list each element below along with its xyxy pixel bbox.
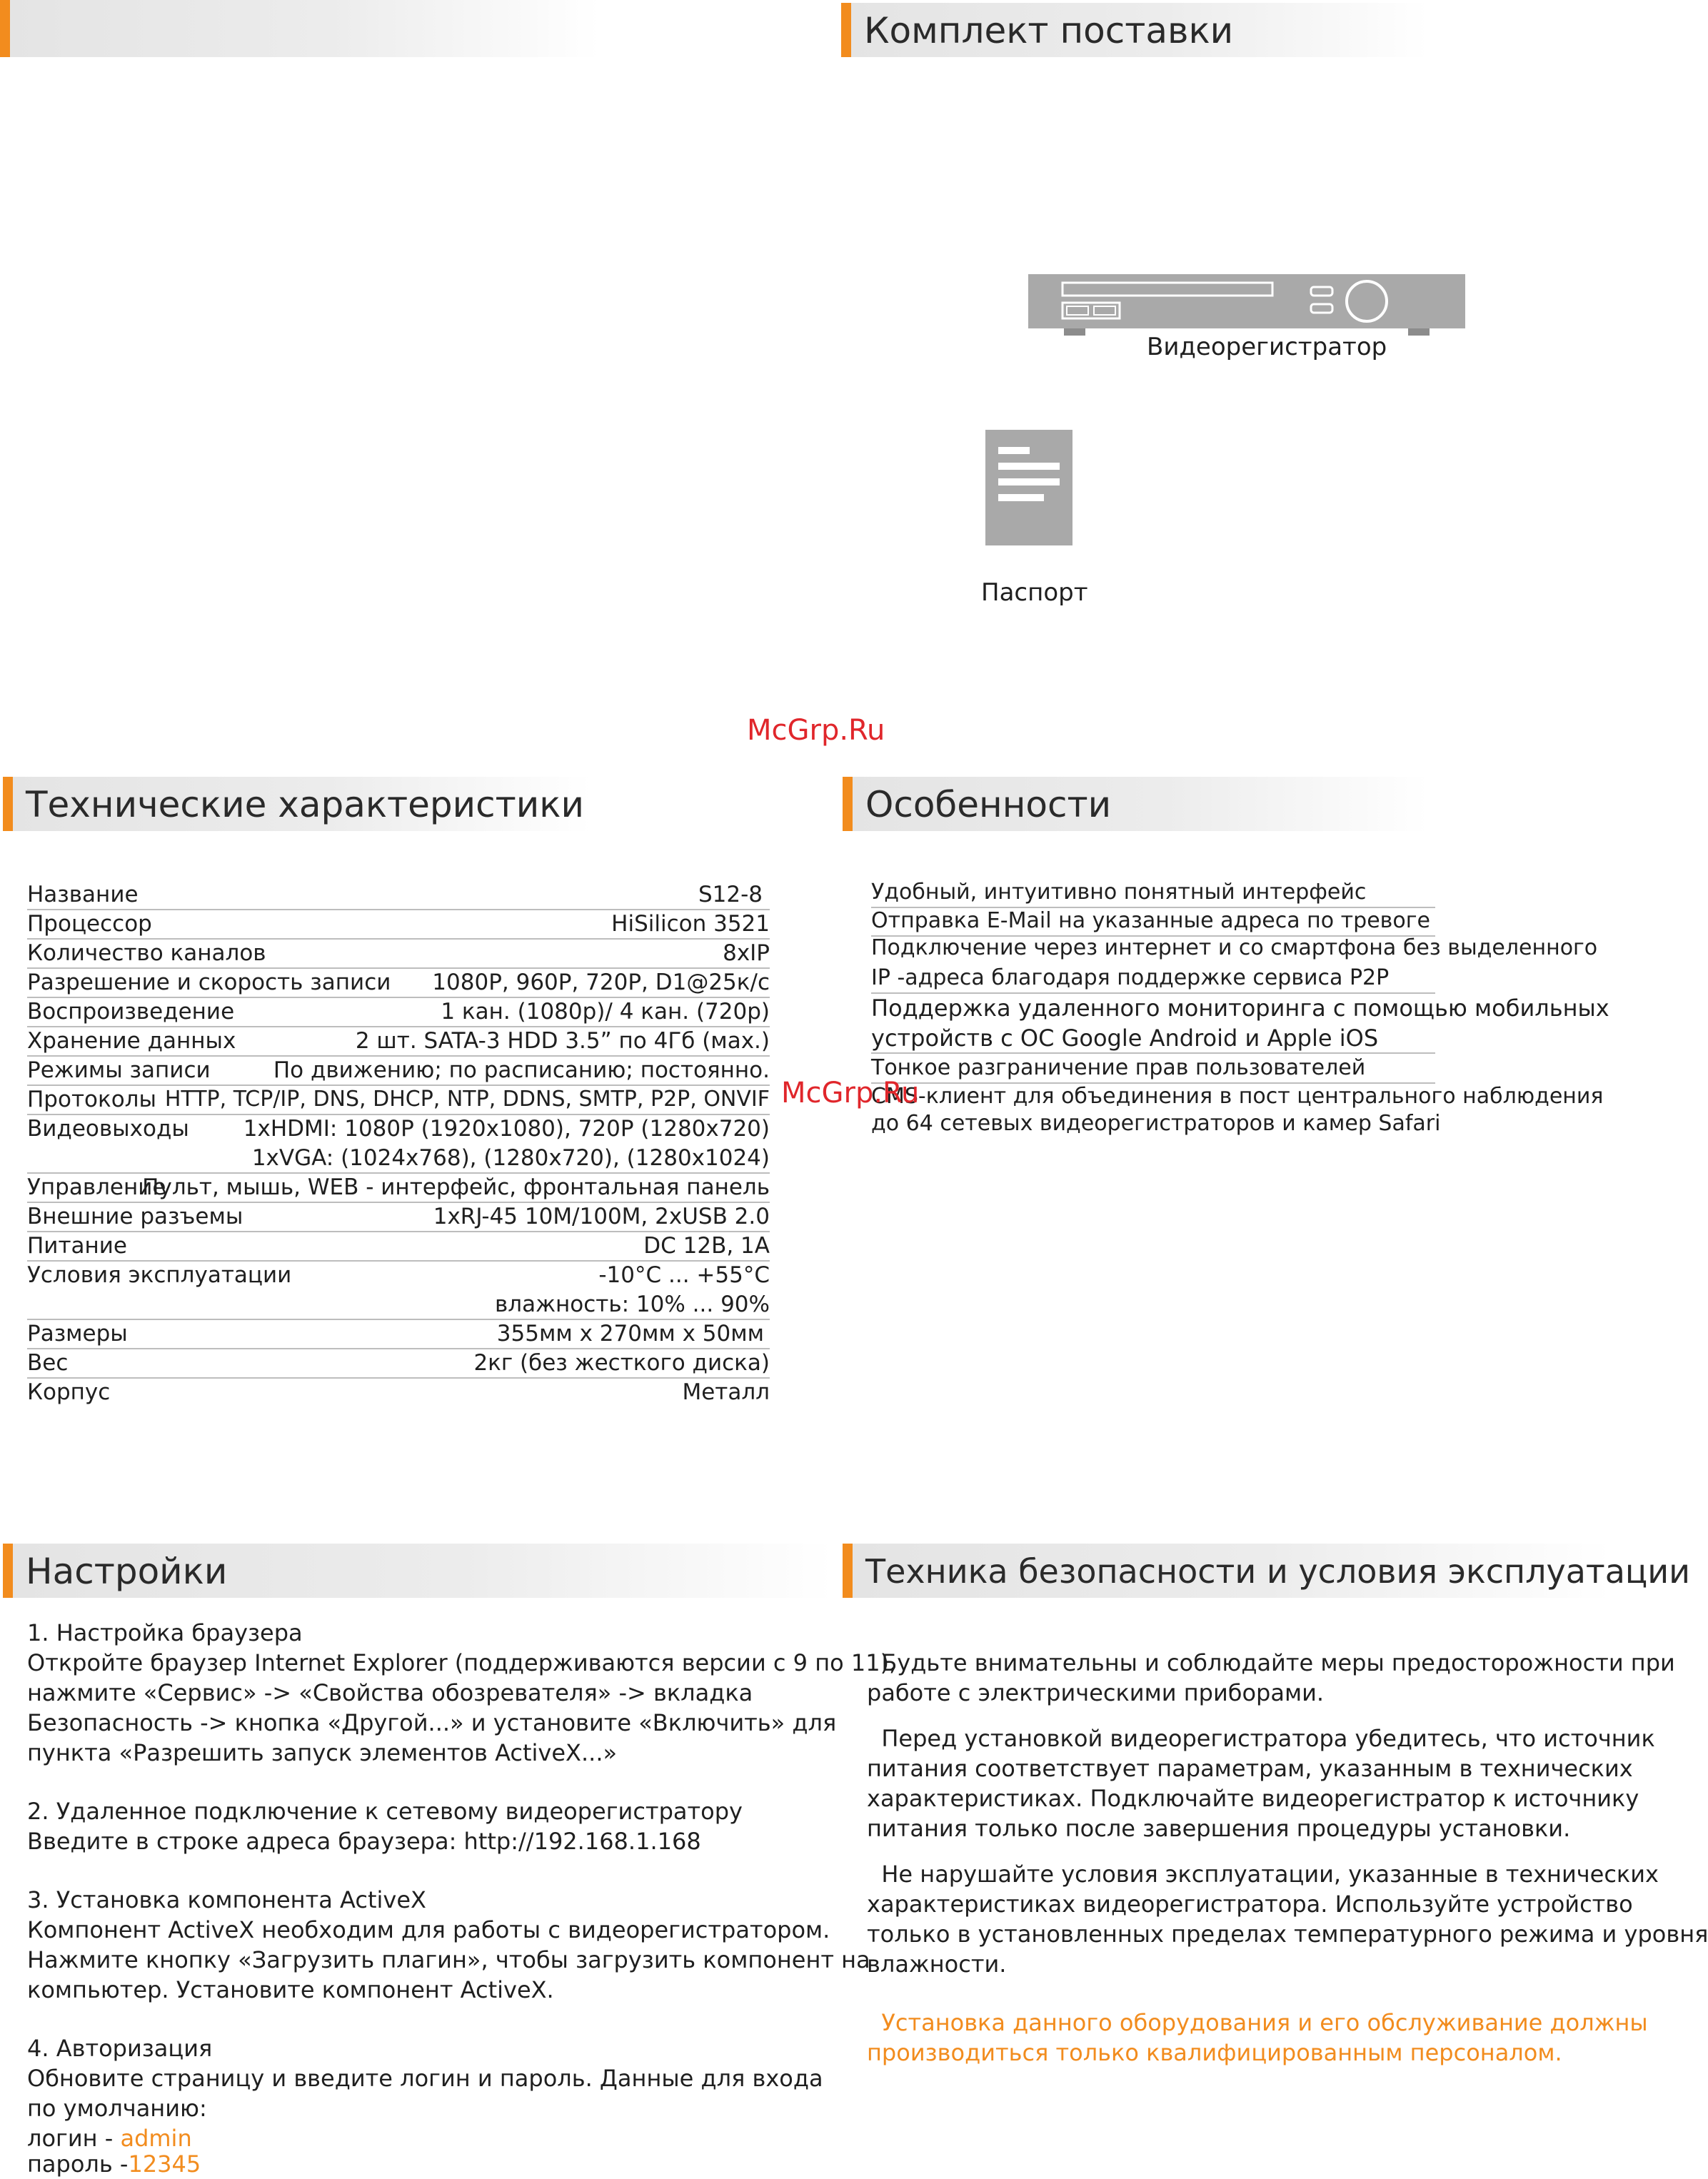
spec-row xyxy=(27,1144,770,1174)
feature-item: Тонкое разграничение прав пользователей xyxy=(871,1054,1435,1084)
setup-text: Откройте браузер Internet Explorer (поддерживаются версии с 9 по 11), xyxy=(27,1649,897,1676)
setup-text: Обновите страницу и введите логин и пароль. Данные для входа xyxy=(27,2065,823,2092)
feature-item: Поддержка удаленного мониторинга с помощью мобильных xyxy=(871,995,1609,1022)
spec-key: Хранение данных xyxy=(27,1028,236,1054)
spec-value: 1xHDMI: 1080P (1920x1080), 720P (1280x720) xyxy=(243,1116,770,1142)
spec-key: Режимы записи xyxy=(27,1057,211,1083)
setup-text: Нажмите кнопку «Загрузить плагин», чтобы загрузить компонент на xyxy=(27,1946,870,1973)
setup-step-title: 4. Авторизация xyxy=(27,2035,213,2062)
passport-icon xyxy=(985,430,1072,545)
setup-step-title: 3. Установка компонента ActiveX xyxy=(27,1886,426,1913)
spec-row xyxy=(27,1261,770,1289)
section-title: Особенности xyxy=(865,784,1112,825)
spec-row xyxy=(27,880,770,910)
spec-value: 2 шт. SATA-3 HDD 3.5” по 4Гб (мах.) xyxy=(355,1028,770,1054)
spec-row xyxy=(27,1319,770,1349)
accent-bar xyxy=(3,777,13,831)
spec-key: Количество каналов xyxy=(27,940,266,966)
spec-row xyxy=(27,1232,770,1262)
spec-key: Условия эксплуатации xyxy=(27,1262,292,1288)
setup-text: Компонент ActiveX необходим для работы с видеорегистратором. xyxy=(27,1916,830,1943)
feature-item: Отправка E-Mail на указанные адреса по тревоге xyxy=(871,907,1435,937)
recorder-label: Видеорегистратор xyxy=(1147,333,1387,361)
spec-key: Корпус xyxy=(27,1379,111,1405)
safety-warning: Установка данного оборудования и его обслуживание должны xyxy=(867,2009,1648,2036)
spec-key: Внешние разъемы xyxy=(27,1204,243,1229)
spec-key: Разрешение и скорость записи xyxy=(27,970,391,995)
spec-row xyxy=(27,1114,770,1143)
accent-bar xyxy=(843,777,853,831)
setup-text: Безопасность -> кнопка «Другой...» и установите «Включить» для xyxy=(27,1709,837,1736)
spec-value: 2кг (без жесткого диска) xyxy=(473,1350,770,1376)
password-label: пароль - xyxy=(27,2150,129,2178)
feature-item: Удобный, интуитивно понятный интерфейс xyxy=(871,878,1435,908)
safety-text: только в установленных пределах температурного режима и уровня xyxy=(867,1921,1708,1948)
setup-text: Введите в строке адреса браузера: http://192.168.1.168 xyxy=(27,1828,701,1855)
safety-text: влажности. xyxy=(867,1951,1007,1978)
safety-text: характеристиках видеорегистратора. Используйте устройство xyxy=(867,1891,1633,1918)
spec-key: Процессор xyxy=(27,911,152,937)
setup-step-title: 1. Настройка браузера xyxy=(27,1619,303,1646)
safety-text: Перед установкой видеорегистратора убедитесь, что источник xyxy=(867,1725,1655,1752)
login-label: логин - xyxy=(27,2125,121,2152)
password-line xyxy=(27,2149,201,2179)
section-header-setup xyxy=(3,1544,834,1598)
safety-text: работе с электрическими приборами. xyxy=(867,1679,1325,1706)
spec-value: 1xRJ-45 10M/100M, 2xUSB 2.0 xyxy=(433,1204,770,1229)
spec-row xyxy=(27,1349,770,1379)
spec-value: 8xIP xyxy=(723,940,770,966)
spec-key: Воспроизведение xyxy=(27,999,235,1025)
spec-key: Вес xyxy=(27,1350,69,1376)
spec-row xyxy=(27,910,770,940)
setup-text: по умолчанию: xyxy=(27,2095,207,2122)
spec-value: HTTP, TCP/IP, DNS, DHCP, NTP, DDNS, SMTP, P2P, ONVIF xyxy=(164,1087,770,1112)
setup-text: пункта «Разрешить запуск элементов ActiveX...» xyxy=(27,1739,618,1766)
watermark: McGrp.Ru xyxy=(781,1077,920,1109)
safety-warning: производиться только квалифицированным персоналом. xyxy=(867,2039,1562,2066)
setup-text: компьютер. Установите компонент ActiveX. xyxy=(27,1976,554,2003)
spec-row xyxy=(27,1085,770,1115)
feature-item: Подключение через интернет и со смартфона без выделенного xyxy=(871,935,1598,960)
safety-text: питания только после завершения процедуры установки. xyxy=(867,1815,1571,1842)
safety-text: Будьте внимательны и соблюдайте меры предосторожности при xyxy=(867,1649,1675,1676)
spec-row xyxy=(27,1378,770,1406)
recorder-image xyxy=(1028,274,1465,338)
section-header-kit xyxy=(841,3,1428,57)
login-value: admin xyxy=(120,2125,192,2152)
spec-value: DC 12В, 1A xyxy=(643,1233,770,1259)
spec-value: влажность: 10% ... 90% xyxy=(495,1292,770,1317)
spec-key: Питание xyxy=(27,1233,127,1259)
password-value: 12345 xyxy=(128,2150,201,2178)
spec-value: -10°C ... +55°C xyxy=(598,1262,770,1288)
safety-text: питания соответствует параметрам, указанным в технических xyxy=(867,1755,1633,1782)
setup-step-title: 2. Удаленное подключение к сетевому видеорегистратору xyxy=(27,1798,743,1825)
top-left-band xyxy=(0,0,600,57)
spec-value: 1080P, 960P, 720P, D1@25к/с xyxy=(432,970,770,995)
section-header-specs xyxy=(3,777,591,831)
feature-item: до 64 сетевых видеорегистраторов и камер Safari xyxy=(871,1111,1441,1136)
spec-value: Пульт, мышь, WEB - интерфейс, фронтальная панель xyxy=(142,1174,770,1200)
feature-item: CMS-клиент для объединения в пост центрального наблюдения xyxy=(871,1084,1604,1109)
spec-value: HiSilicon 3521 xyxy=(611,911,770,937)
section-title: Техника безопасности и условия эксплуатации xyxy=(865,1552,1691,1591)
spec-key: Протоколы xyxy=(27,1087,156,1112)
spec-row xyxy=(27,1056,770,1086)
section-title: Технические характеристики xyxy=(26,784,584,825)
safety-text: характеристиках. Подключайте видеорегистратор к источнику xyxy=(867,1785,1639,1812)
spec-value: По движению; по расписанию; постоянно. xyxy=(273,1057,770,1083)
spec-key: Управление xyxy=(27,1174,166,1200)
spec-value: 355мм х 270мм х 50мм xyxy=(496,1321,764,1347)
accent-bar xyxy=(0,0,10,57)
accent-bar xyxy=(841,3,851,57)
feature-item: устройств с ОС Google Android и Apple iOS xyxy=(871,1024,1435,1054)
spec-value: Металл xyxy=(682,1379,770,1405)
spec-row xyxy=(27,1202,770,1232)
spec-value: 1 кан. (1080p)/ 4 кан. (720p) xyxy=(441,999,770,1025)
spec-value: 1xVGA: (1024x768), (1280x720), (1280x1024) xyxy=(251,1145,770,1171)
spec-key: Видеовыходы xyxy=(27,1116,189,1142)
section-title: Настройки xyxy=(26,1551,228,1592)
setup-text: нажмите «Сервис» -> «Свойства обозревателя» -> вкладка xyxy=(27,1679,753,1706)
accent-bar xyxy=(3,1544,13,1598)
spec-row xyxy=(27,997,770,1027)
section-header-safety xyxy=(843,1544,1691,1598)
passport-label: Паспорт xyxy=(981,578,1088,607)
safety-text: Не нарушайте условия эксплуатации, указанные в технических xyxy=(867,1861,1659,1888)
spec-key: Размеры xyxy=(27,1321,128,1347)
feature-item: IP -адреса благодаря поддержке сервиса P2P xyxy=(871,964,1435,994)
spec-row xyxy=(27,939,770,969)
section-header-features xyxy=(843,777,1428,831)
spec-row xyxy=(27,968,770,998)
section-title: Комплект поставки xyxy=(864,10,1234,51)
spec-row xyxy=(27,1173,770,1203)
spec-row xyxy=(27,1027,770,1057)
spec-value: S12-8 xyxy=(698,882,763,907)
accent-bar xyxy=(843,1544,853,1598)
spec-row xyxy=(27,1290,770,1320)
watermark: McGrp.Ru xyxy=(747,714,885,747)
spec-key: Название xyxy=(27,882,139,907)
